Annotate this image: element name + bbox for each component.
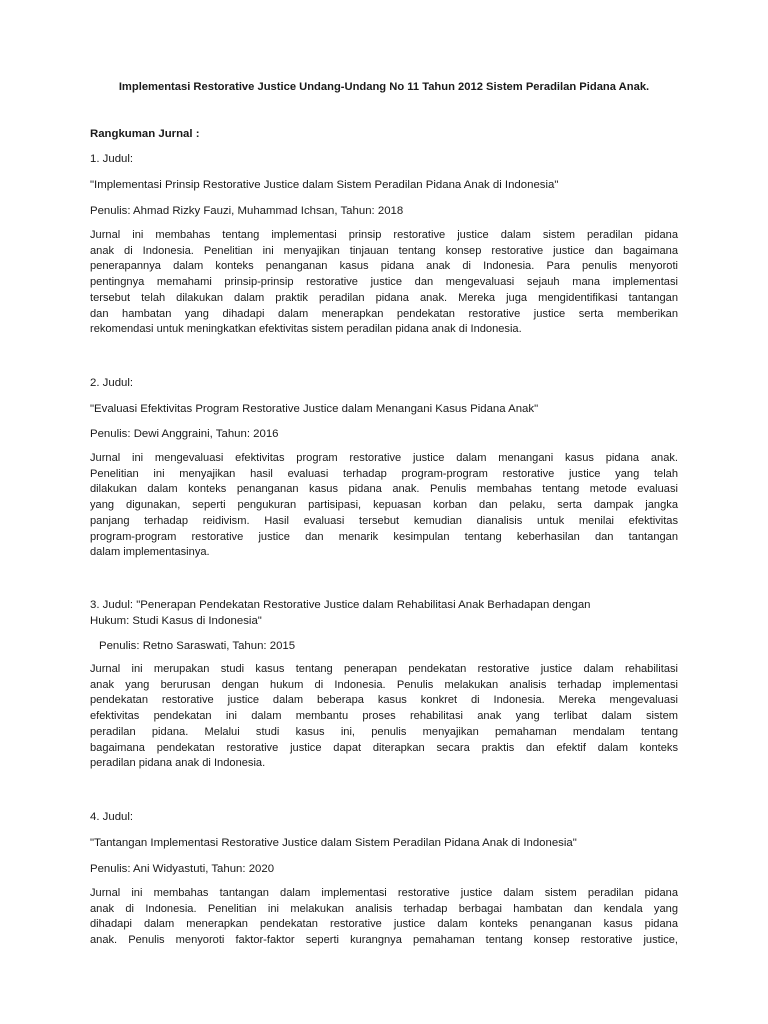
- entry-2-summary-line: yang digunakan, seperti pengukuran partisipasi, kepuasan korban dan pelaku, serta dampak jangka: [90, 499, 678, 512]
- entry-3-summary-line: anak yang berurusan dengan hukum di Indonesia. Penulis melakukan analisis terhadap implementasi: [90, 678, 678, 691]
- entry-1-summary-line: anak di Indonesia. Penelitian ini menyajikan tinjauan tentang konsep restorative justice dan bagaimana: [90, 244, 678, 257]
- entry-1-judul-title: "Implementasi Prinsip Restorative Justice dalam Sistem Peradilan Pidana Anak di Indonesia": [90, 179, 559, 191]
- entry-3-judul-line: Hukum: Studi Kasus di Indonesia": [90, 615, 262, 627]
- entry-4-summary-line: dihadapi dalam menerapkan pendekatan restorative justice dalam konteks penanganan kasus pidana: [90, 918, 678, 931]
- entry-1-summary-line: tersebut telah dilakukan dalam praktik peradilan pidana anak. Mereka juga mengidentifikasi tantangan: [90, 291, 678, 304]
- entry-1-summary-line: Jurnal ini membahas tentang implementasi prinsip restorative justice dalam sistem peradilan pidana: [90, 229, 678, 241]
- entry-2-summary-line: panjang terhadap reidivism. Hasil evaluasi tersebut kemudian dianalisis untuk menilai efektivitas: [90, 514, 678, 527]
- entry-4-judul-title: "Tantangan Implementasi Restorative Justice dalam Sistem Peradilan Pidana Anak di Indonesia": [90, 837, 577, 849]
- entry-3-summary-line: bagaimana pendekatan restorative justice dapat diterapkan secara praktis dan efektif dalam konteks: [90, 741, 678, 754]
- entry-2-penulis: Penulis: Dewi Anggraini, Tahun: 2016: [90, 428, 279, 440]
- entry-4-judul-label: 4. Judul:: [90, 811, 134, 823]
- entry-4-summary-line: Jurnal ini membahas tantangan dalam implementasi restorative justice dalam sistem peradilan pidana: [90, 887, 678, 899]
- entry-4-summary: [90, 886, 678, 949]
- entry-3-summary: [90, 662, 678, 772]
- entry-1-summary-line: dan hambatan yang dihadapi dalam menerapkan pendekatan restorative justice serta memberikan: [90, 307, 678, 320]
- entry-1-summary: [90, 228, 678, 338]
- entry-3-summary-line: Jurnal ini merupakan studi kasus tentang penerapan pendekatan restorative justice dalam rehabilitasi: [90, 663, 678, 675]
- entry-2-summary: [90, 451, 678, 561]
- entry-2-judul-title: "Evaluasi Efektivitas Program Restorative Justice dalam Menangani Kasus Pidana Anak": [90, 403, 539, 415]
- entry-2-summary-line: program-program restorative justice dan menarik kesimpulan tentang keberhasilan dan tantangan: [90, 530, 678, 543]
- entry-3-judul-line: 3. Judul: "Penerapan Pendekatan Restorative Justice dalam Rehabilitasi Anak Berhadapan dengan: [90, 599, 591, 611]
- document-title: Implementasi Restorative Justice Undang-Undang No 11 Tahun 2012 Sistem Peradilan Pidana Anak.: [118, 81, 650, 93]
- entry-3-summary-line: pendekatan restorative justice dalam beberapa kasus konkret di Indonesia. Mereka mengevaluasi: [90, 694, 678, 707]
- entry-3-penulis: Penulis: Retno Saraswati, Tahun: 2015: [99, 640, 296, 652]
- entry-4-penulis: Penulis: Ani Widyastuti, Tahun: 2020: [90, 863, 275, 875]
- entry-2-summary-line: dilakukan dalam konteks penanganan kasus pidana anak. Penulis membahas tentang metode evaluasi: [90, 483, 678, 496]
- summary-heading: Rangkuman Jurnal :: [90, 128, 200, 140]
- entry-2-summary-line: Penelitian ini menyajikan hasil evaluasi terhadap program-program restorative justice yang telah: [90, 467, 678, 480]
- entry-1-summary-line: penerapannya dalam konteks penanganan kasus pidana anak di Indonesia. Para penulis menyoroti: [90, 260, 678, 273]
- entry-3-summary-line: peradilan pidana. Melalui studi kasus ini, penulis menyajikan pemahaman mendalam tentang: [90, 725, 678, 738]
- entry-4-summary-line: anak. Penulis menyoroti faktor-faktor seperti kurangnya pemahaman tentang konsep restorative justice,: [90, 934, 678, 947]
- entry-1-judul-label: 1. Judul:: [90, 153, 134, 165]
- entry-2-summary-line: Jurnal ini mengevaluasi efektivitas program restorative justice dalam menangani kasus pidana anak.: [90, 452, 678, 464]
- entry-1-summary-line: rekomendasi untuk meningkatkan efektivitas sistem peradilan pidana anak di Indonesia.: [90, 323, 522, 336]
- entry-1-summary-line: pentingnya memahami prinsip-prinsip restorative justice dan mengevaluasi sejauh mana implementasi: [90, 276, 678, 289]
- entry-3-summary-line: peradilan pidana anak di Indonesia.: [90, 757, 266, 770]
- entry-2-summary-line: dalam implementasinya.: [90, 546, 210, 559]
- entry-4-summary-line: anak di Indonesia. Penelitian ini melakukan analisis terhadap berbagai hambatan dan kendala yang: [90, 902, 678, 915]
- entry-2-judul-label: 2. Judul:: [90, 377, 134, 389]
- entry-1-penulis: Penulis: Ahmad Rizky Fauzi, Muhammad Ichsan, Tahun: 2018: [90, 205, 404, 217]
- entry-3-summary-line: efektivitas pendekatan ini dalam membantu proses rehabilitasi anak yang terlibat dalam sistem: [90, 710, 678, 723]
